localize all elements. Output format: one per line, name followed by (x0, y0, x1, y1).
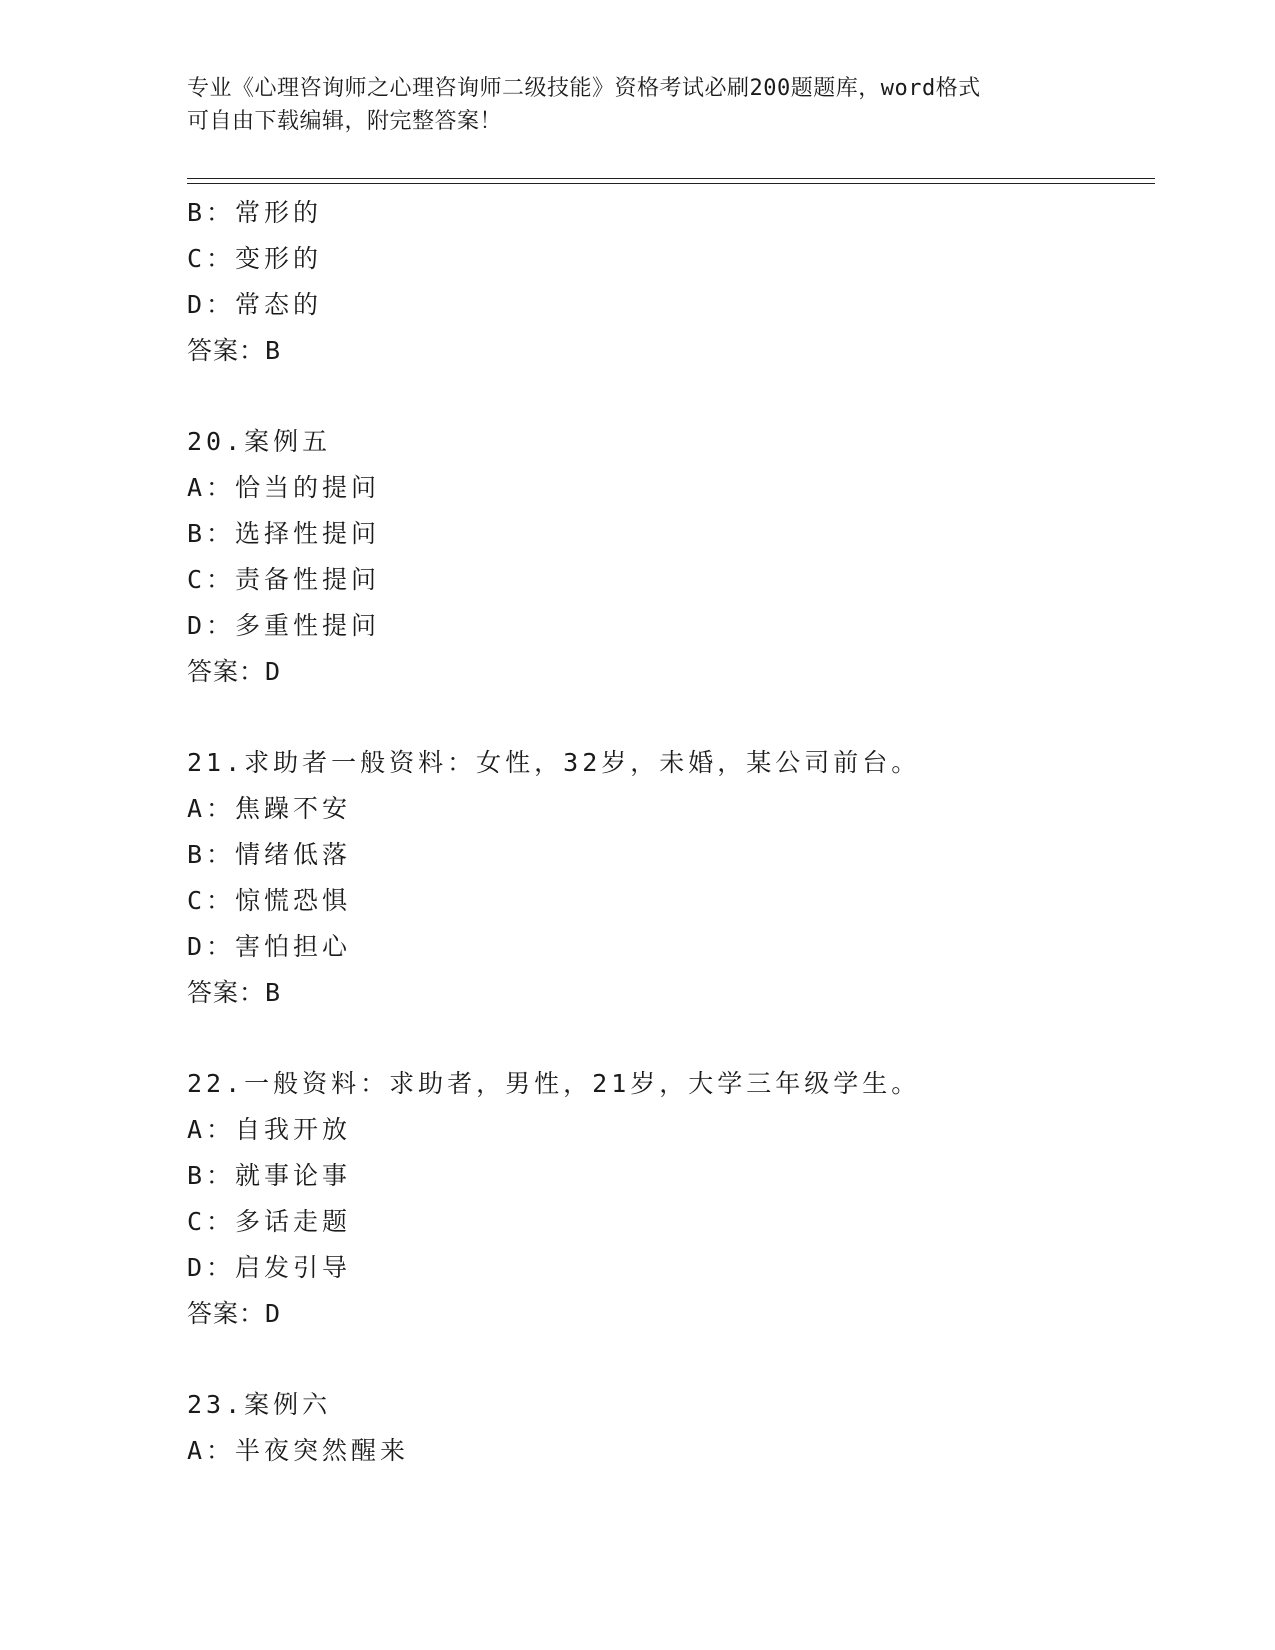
answer-line: 答案：B (187, 978, 282, 1007)
option-c: C：变形的 (187, 244, 323, 273)
option-d: D：害怕担心 (187, 932, 352, 961)
answer-line: 答案：B (187, 336, 282, 365)
question-22 (187, 1061, 1157, 1337)
header-divider-top (187, 178, 1155, 179)
question-20 (187, 419, 1157, 695)
option-c: C：责备性提问 (187, 565, 381, 594)
option-a: A：焦躁不安 (187, 794, 352, 823)
question-title: 20.案例五 (187, 427, 332, 456)
header-line-1: 专业《心理咨询师之心理咨询师二级技能》资格考试必刷200题题库，word格式 (187, 76, 981, 101)
option-c: C：惊慌恐惧 (187, 886, 352, 915)
option-b: B：情绪低落 (187, 840, 352, 869)
option-a: A：自我开放 (187, 1115, 352, 1144)
option-c: C：多话走题 (187, 1207, 352, 1236)
header-divider-bottom (187, 183, 1155, 184)
option-d: D：多重性提问 (187, 611, 381, 640)
option-b: B：常形的 (187, 198, 323, 227)
question-19-continued (187, 190, 1157, 374)
option-a: A：半夜突然醒来 (187, 1436, 410, 1465)
question-title: 21.求助者一般资料：女性，32岁，未婚，某公司前台。 (187, 748, 921, 777)
option-d: D：常态的 (187, 290, 323, 319)
header-line-2: 可自由下载编辑，附完整答案！ (187, 109, 503, 134)
option-b: B：就事论事 (187, 1161, 352, 1190)
question-title: 22.一般资料：求助者，男性，21岁，大学三年级学生。 (187, 1069, 921, 1098)
answer-line: 答案：D (187, 657, 282, 686)
option-a: A：恰当的提问 (187, 473, 381, 502)
option-b: B：选择性提问 (187, 519, 381, 548)
option-d: D：启发引导 (187, 1253, 352, 1282)
question-23 (187, 1382, 1157, 1474)
answer-line: 答案：D (187, 1299, 282, 1328)
question-list (187, 190, 1157, 1474)
question-title: 23.案例六 (187, 1390, 332, 1419)
document-header (187, 72, 1087, 138)
question-21 (187, 740, 1157, 1016)
